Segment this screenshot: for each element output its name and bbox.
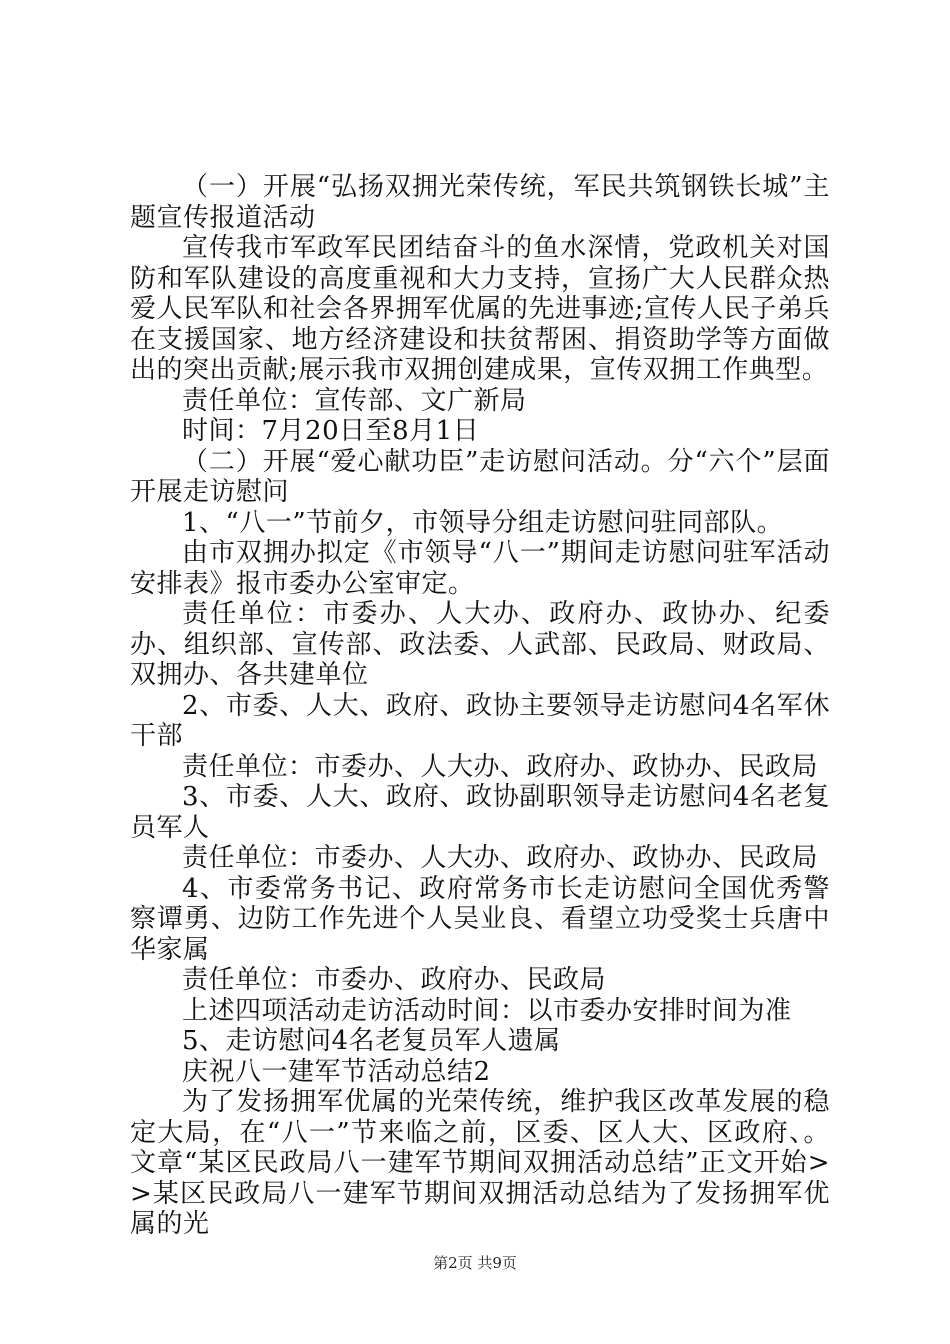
document-body (130, 172, 830, 1240)
item-5: 5、走访慰问4名老复员军人遗属 (182, 1026, 561, 1056)
paragraph-publicity: 宣传我市军政军民团结奋斗的鱼水深情，党政机关对国防和军队建设的高度重视和大力支持，宣扬广大人民群众热爱人民军队和社会各界拥军优属的先进事迹;宣传人民子弟兵在支援国家、地方经济建设和扶贫帮困、捐资助学等方面做出的突出贡献;展示我市双拥创建成果，宣传双拥工作典型。 (130, 233, 830, 385)
item-1: 1、“八一”节前夕，市领导分组走访慰问驻同部队。 (182, 507, 784, 538)
responsible-unit-4: 责任单位：市委办、人大办、政府办、政协办、民政局 (182, 843, 819, 873)
responsible-unit-1: 责任单位：宣传部、文广新局 (182, 385, 527, 416)
section-heading-1: （一）开展“弘扬双拥光荣传统，军民共筑钢铁长城”主题宣传报道活动 (130, 172, 830, 233)
responsible-unit-5: 责任单位：市委办、政府办、民政局 (182, 965, 607, 995)
responsible-unit-3: 责任单位：市委办、人大办、政府办、政协办、民政局 (182, 751, 819, 782)
item-4: 4、市委常务书记、政府常务市长走访慰问全国优秀警察谭勇、边防工作先进个人吴业良、看望立功受奖士兵唐中华家属 (130, 873, 830, 965)
page-footer: 第2页 共9页 (433, 1254, 517, 1272)
section-heading-2: （二）开展“爱心献功臣”走访慰问活动。分“六个”层面开展走访慰问 (130, 446, 830, 507)
item-3: 3、市委、人大、政府、政协副职领导走访慰问4名老复员军人 (130, 782, 830, 843)
responsible-unit-2: 责任单位：市委办、人大办、政府办、政协办、纪委办、组织部、宣传部、政法委、人武部、民政局、财政局、双拥办、各共建单位 (130, 599, 830, 690)
activity-time-note: 上述四项活动走访活动时间：以市委办安排时间为准 (182, 995, 792, 1026)
item-1-detail: 由市双拥办拟定《市领导“八一”期间走访慰问驻军活动安排表》报市委办公室审定。 (130, 538, 830, 599)
summary-title: 庆祝八一建军节活动总结2 (182, 1056, 491, 1087)
item-2: 2、市委、人大、政府、政协主要领导走访慰问4名军休干部 (130, 690, 830, 751)
summary-paragraph: 为了发扬拥军优属的光荣传统，维护我区改革发展的稳定大局，在“八一”节来临之前，区委、区人大、区政府、。文章“某区民政局八一建军节期间双拥活动总结”正文开始>>某区民政局八一建军节期间双拥活动总结为了发扬拥军优属的光 (130, 1087, 830, 1239)
time-line-1: 时间：7月20日至8月1日 (182, 416, 480, 446)
